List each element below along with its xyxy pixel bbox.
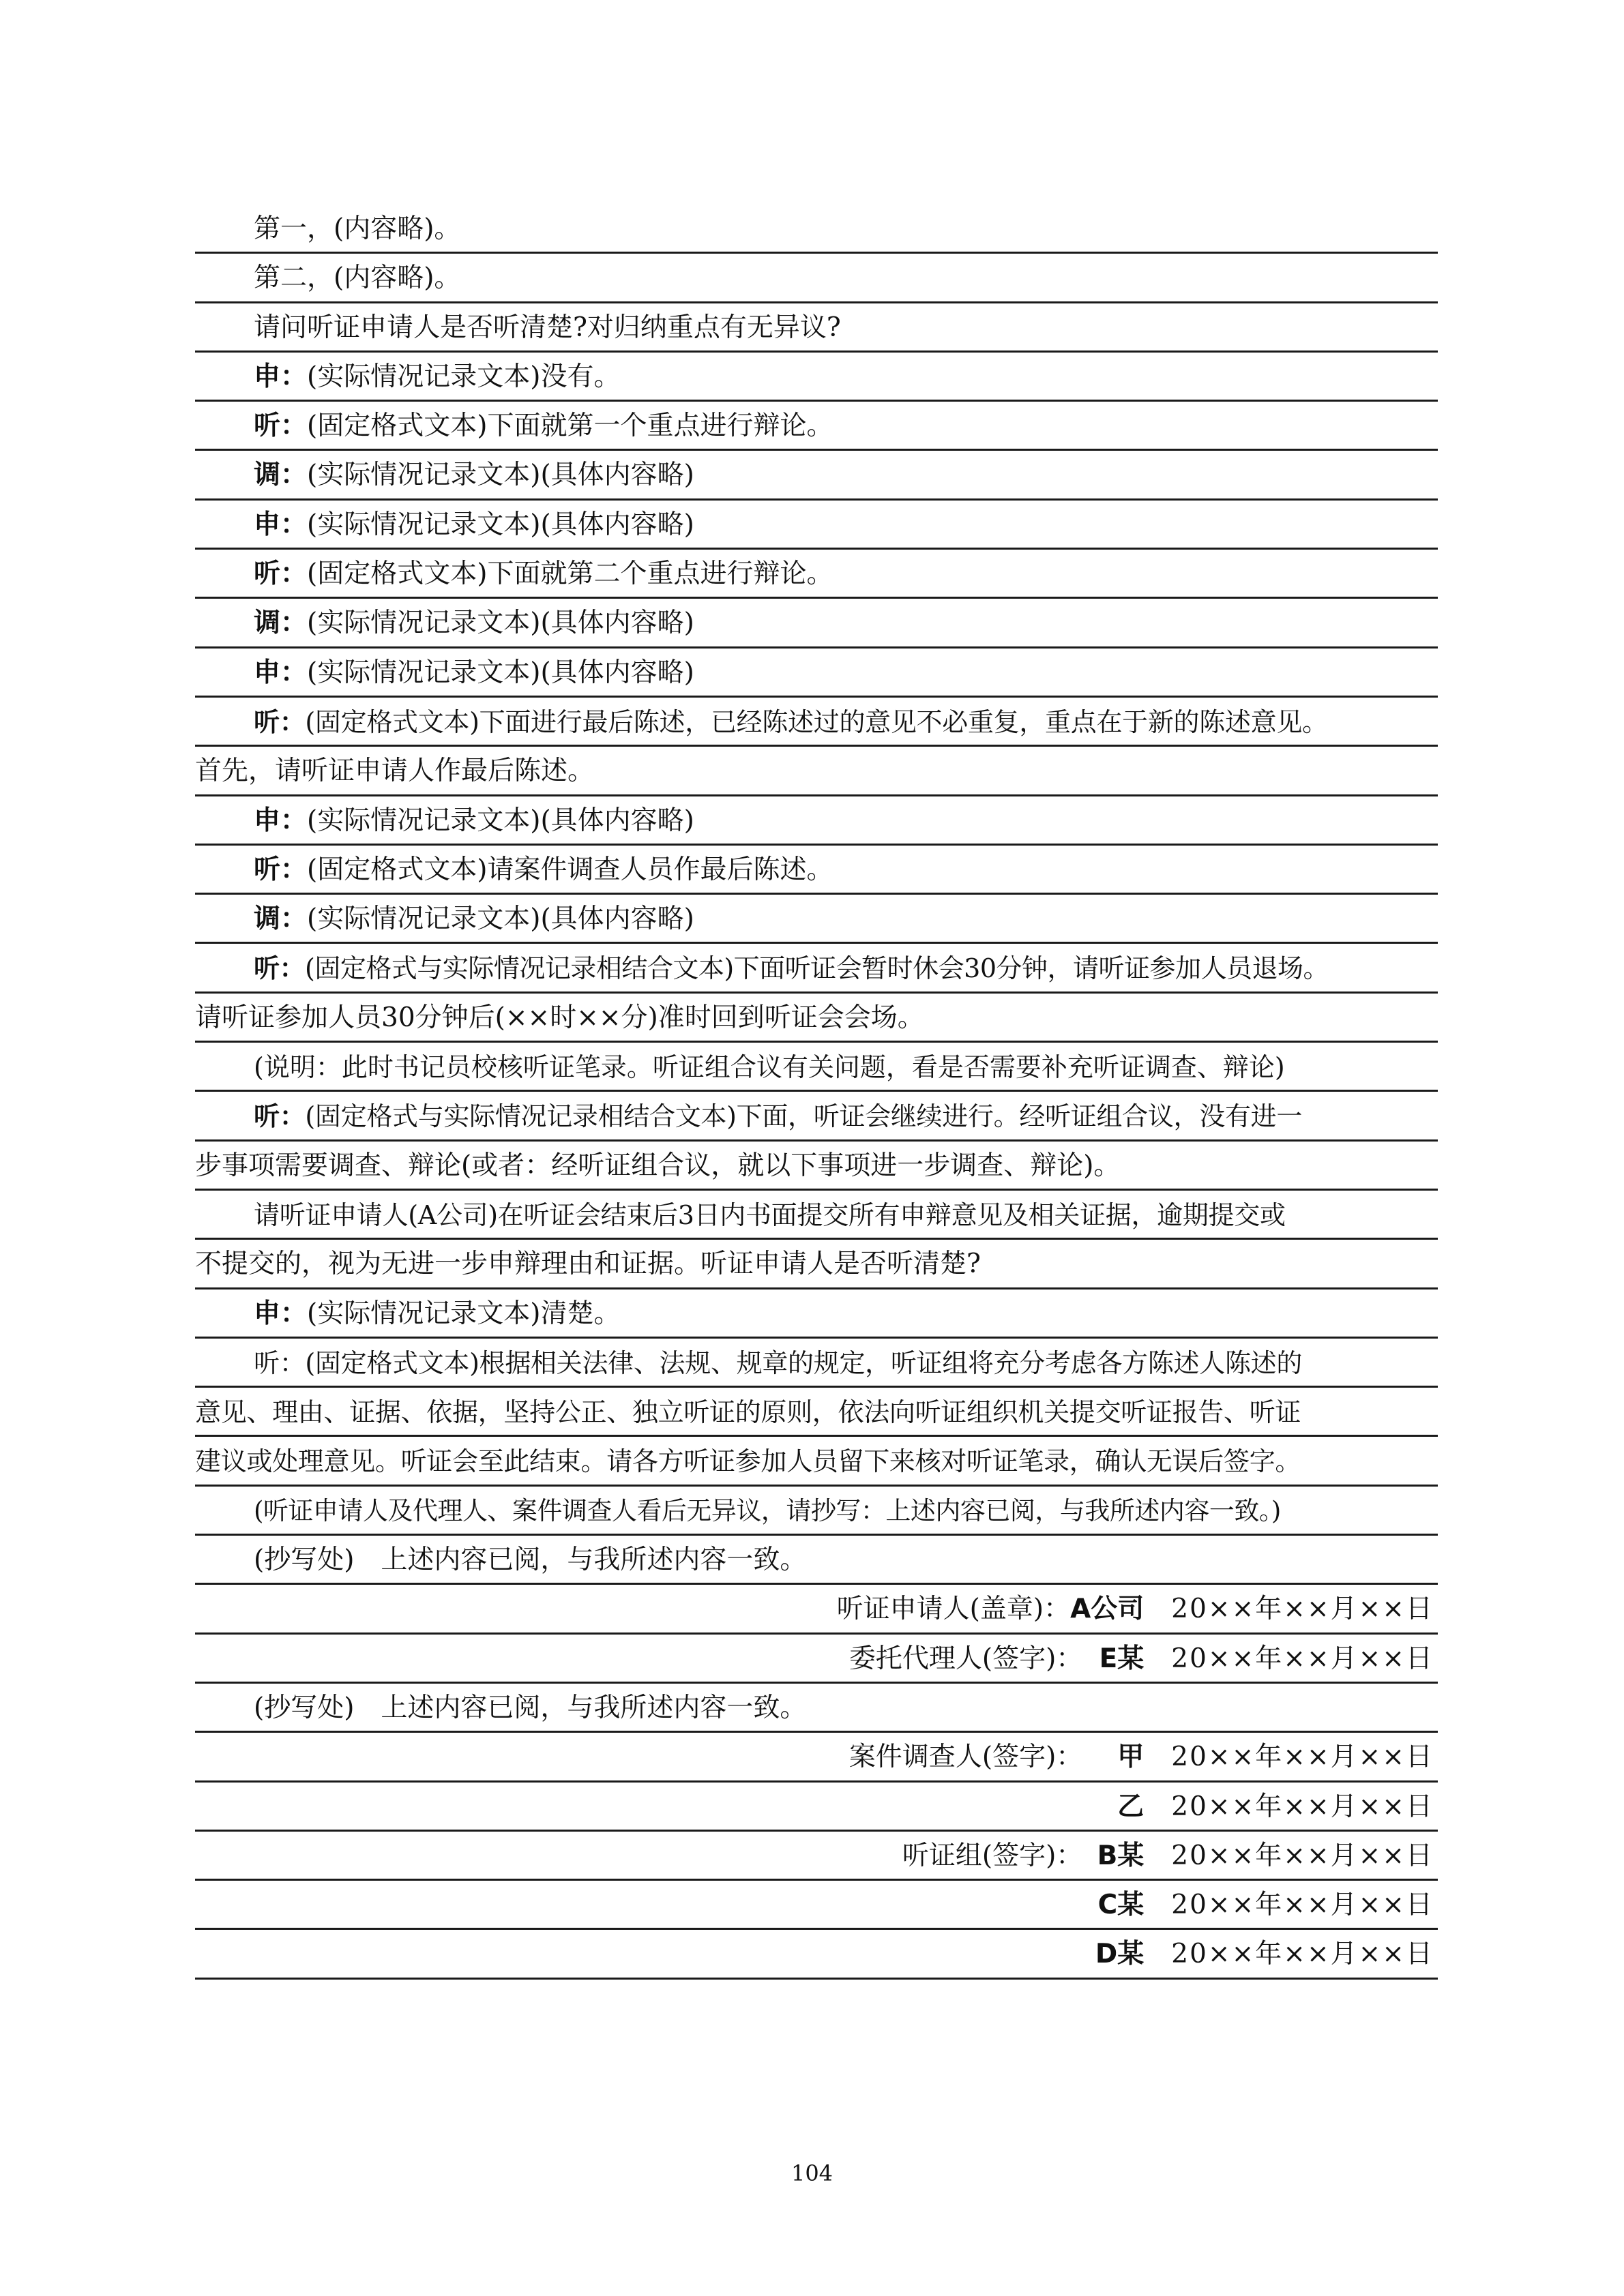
signature-date: 20××年××月××日 — [1171, 1840, 1434, 1871]
speaker-label: 调： — [254, 460, 308, 491]
transcript-line: 听：(固定格式文本)下面就第二个重点进行辩论。 — [195, 550, 1438, 599]
transcript-line: 调：(实际情况记录文本)(具体内容略) — [195, 599, 1438, 648]
signature-date: 20××年××月××日 — [1171, 1594, 1434, 1625]
signature-line: 案件调查人(签字)： 甲 20××年××月××日 — [195, 1733, 1438, 1782]
transcript-line: 申：(实际情况记录文本)没有。 — [195, 353, 1438, 402]
transcript-line: (抄写处) 上述内容已阅，与我所述内容一致。 — [195, 1536, 1438, 1585]
page-number: 104 — [791, 2160, 833, 2186]
transcript-line: 请听证参加人员30分钟后(××时××分)准时回到听证会会场。 — [195, 994, 1438, 1043]
signature-line — [195, 1881, 1438, 1930]
transcript-line: 听：(固定格式文本)下面进行最后陈述，已经陈述过的意见不必重复，重点在于新的陈述意见。 — [195, 698, 1438, 747]
transcript-line: 听：(固定格式与实际情况记录相结合文本)下面听证会暂时休会30分钟，请听证参加人员退场。 — [195, 944, 1438, 993]
transcript-line: 申：(实际情况记录文本)(具体内容略) — [195, 648, 1438, 698]
signature-line: 听证组(签字)： B某 20××年××月××日 — [195, 1832, 1438, 1881]
transcript-line: 听：(固定格式文本)根据相关法律、法规、规章的规定，听证组将充分考虑各方陈述人陈述的 — [195, 1339, 1438, 1388]
signature-date: 20××年××月××日 — [1171, 1890, 1434, 1921]
transcript-line: 申：(实际情况记录文本)(具体内容略) — [195, 796, 1438, 846]
transcript-line: 请听证申请人(A公司)在听证会结束后3日内书面提交所有申辩意见及相关证据，逾期提交或 — [195, 1191, 1438, 1240]
signature: D某 — [1095, 1939, 1145, 1970]
speaker-label: 调： — [254, 608, 308, 639]
signature-date: 20××年××月××日 — [1171, 1742, 1434, 1773]
transcript-line: 意见、理由、证据、依据，坚持公正、独立听证的原则，依法向听证组织机关提交听证报告、听证 — [195, 1388, 1438, 1437]
speaker-label: 申： — [254, 509, 308, 540]
transcript-line: (听证申请人及代理人、案件调查人看后无异议，请抄写：上述内容已阅，与我所述内容一致。) — [195, 1487, 1438, 1536]
transcript-line: (说明：此时书记员校核听证笔录。听证组合议有关问题，看是否需要补充听证调查、辩论) — [195, 1043, 1438, 1092]
speaker-label: 申： — [254, 361, 308, 392]
signature-date: 20××年××月××日 — [1171, 1791, 1434, 1822]
speaker-label: 听： — [254, 558, 308, 590]
transcript-line: 不提交的，视为无进一步申辩理由和证据。听证申请人是否听清楚? — [195, 1240, 1438, 1289]
transcript-line: 申：(实际情况记录文本)清楚。 — [195, 1289, 1438, 1339]
signature: 乙 — [1117, 1791, 1145, 1822]
hearing-transcript — [195, 205, 1438, 1980]
signature-line — [195, 1930, 1438, 1979]
transcript-line: 听：(固定格式与实际情况记录相结合文本)下面，听证会继续进行。经听证组合议，没有进一 — [195, 1092, 1438, 1141]
transcript-line: 听：(固定格式文本)下面就第一个重点进行辩论。 — [195, 402, 1438, 451]
signature-line: 听证申请人(盖章)：A公司 20××年××月××日 — [195, 1585, 1438, 1634]
speaker-label: 申： — [254, 1298, 308, 1329]
signature-date: 20××年××月××日 — [1171, 1643, 1434, 1674]
speaker-label: 申： — [254, 657, 308, 688]
transcript-line: (抄写处) 上述内容已阅，与我所述内容一致。 — [195, 1684, 1438, 1733]
transcript-line: 建议或处理意见。听证会至此结束。请各方听证参加人员留下来核对听证笔录，确认无误后签字。 — [195, 1437, 1438, 1486]
speaker-label: 听： — [254, 854, 308, 885]
speaker-label: 申： — [254, 805, 308, 836]
signature: E某 — [1099, 1643, 1145, 1674]
speaker-label: 听： — [254, 706, 306, 737]
transcript-line: 调：(实际情况记录文本)(具体内容略) — [195, 895, 1438, 944]
signature-line — [195, 1783, 1438, 1832]
signature-line: 委托代理人(签字)： E某 20××年××月××日 — [195, 1635, 1438, 1684]
signature: 甲 — [1117, 1742, 1145, 1773]
signature: A公司 — [1070, 1594, 1145, 1625]
transcript-line: 首先，请听证申请人作最后陈述。 — [195, 747, 1438, 796]
transcript-line: 步事项需要调查、辩论(或者：经听证组合议，就以下事项进一步调查、辩论)。 — [195, 1142, 1438, 1191]
transcript-line: 调：(实际情况记录文本)(具体内容略) — [195, 451, 1438, 500]
transcript-line: 第二，(内容略)。 — [195, 254, 1438, 303]
speaker-label: 听： — [254, 953, 306, 984]
transcript-line: 听：(固定格式文本)请案件调查人员作最后陈述。 — [195, 846, 1438, 895]
speaker-label: 调： — [254, 904, 308, 935]
signature: C某 — [1097, 1890, 1145, 1921]
transcript-line: 请问听证申请人是否听清楚?对归纳重点有无异议? — [195, 303, 1438, 353]
signature-date: 20××年××月××日 — [1171, 1939, 1434, 1970]
transcript-line: 第一，(内容略)。 — [195, 205, 1438, 254]
signature: B某 — [1097, 1840, 1145, 1871]
transcript-line: 申：(实际情况记录文本)(具体内容略) — [195, 501, 1438, 550]
speaker-label: 听： — [254, 1101, 306, 1132]
speaker-label: 听： — [254, 411, 308, 442]
